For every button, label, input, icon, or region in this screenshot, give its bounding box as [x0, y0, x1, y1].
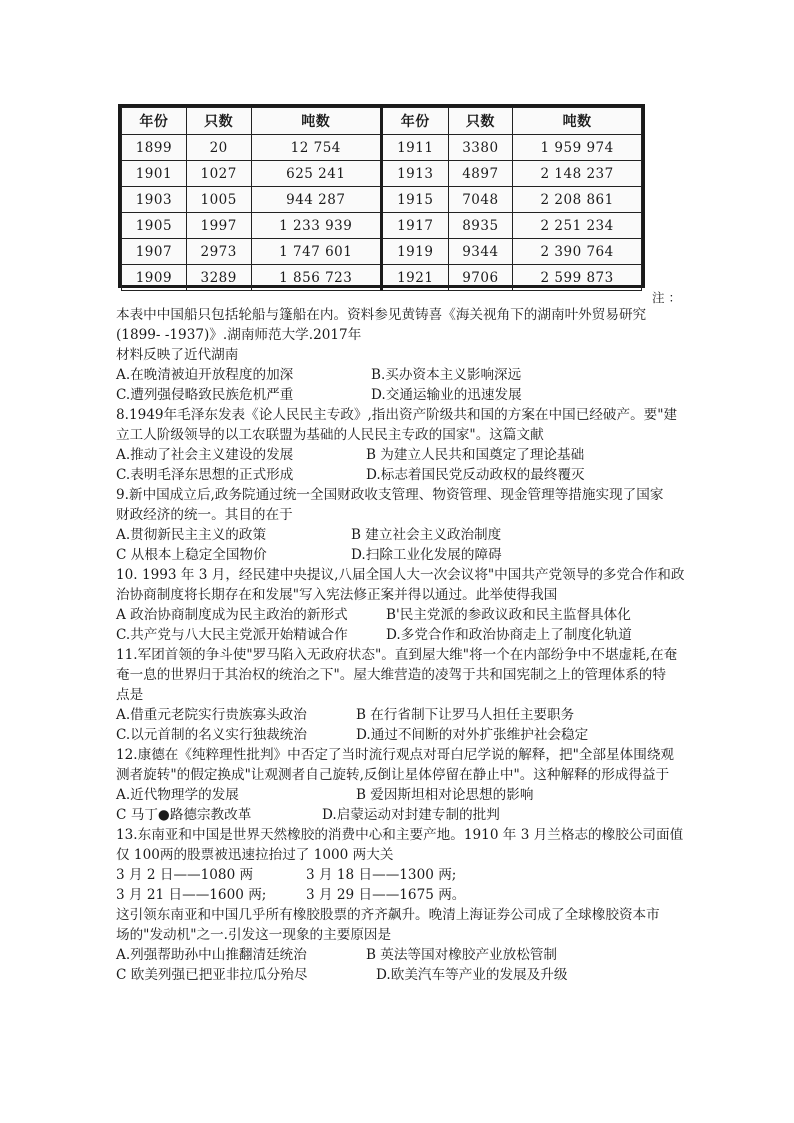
option-a: A.推动了社会主义建设的发展 [116, 447, 294, 463]
question-8-stem: 8.1949年毛泽东发表《论人民民主专政》,指出资产阶级共和国的方案在中国已经破产。要"建 [116, 407, 678, 423]
question-12-options-row [116, 805, 686, 825]
question-10-stem: 治协商制度将长期存在和发展"写入宪法修正案并得以通过。此举使得我国 [116, 587, 558, 603]
question-9-stem: 财政经济的统一。其目的在于 [116, 507, 293, 523]
question-7-options-row [116, 365, 686, 385]
option-d: D.多党合作和政治协商走上了制度化轨道 [386, 627, 632, 643]
question-text-block [116, 305, 686, 985]
option-d: D.交通运输业的迅速发展 [371, 387, 522, 403]
question-13-options-row [116, 965, 686, 985]
question-11-stem: 奄一息的世界归于其治权的统治之下"。屋大维营造的凌驾于共和国宪制之上的管理体系的特 [116, 667, 666, 683]
note-label: 注 ： [652, 290, 681, 305]
question-11-stem: 点是 [116, 687, 144, 703]
table-cell: 1 856 723 [251, 265, 381, 291]
header-tonnage: 吨数 [251, 108, 381, 135]
option-b: B 建立社会主义政治制度 [351, 527, 502, 543]
option-c: C 欧美列强已把亚非拉瓜分殆尽 [116, 967, 308, 983]
option-c: C 马丁●路德宗教改革 [116, 807, 252, 823]
question-13-stem: 仅 100两的股票被迅速拉抬过了 1000 两大关 [116, 847, 394, 863]
question-13-stem: 场的"发动机"之一.引发这一现象的主要原因是 [116, 927, 392, 943]
question-10-options-row [116, 625, 686, 645]
table-cell: 9344 [448, 239, 513, 265]
question-9-options-row [116, 525, 686, 545]
question-11-options-row [116, 725, 686, 745]
table-cell: 2 148 237 [513, 161, 642, 187]
question-13-stem: 13.东南亚和中国是世界天然橡胶的消费中心和主要产地。1910 年 3 月兰格志的橡胶公司面值 [116, 827, 684, 843]
table-row [122, 265, 642, 291]
table-cell: 944 287 [251, 187, 381, 213]
option-a: A.近代物理学的发展 [116, 787, 239, 803]
price-entry: 3 月 2 日——1080 两 [116, 867, 254, 883]
table-cell: 1921 [381, 265, 448, 291]
table-cell: 20 [186, 135, 251, 161]
option-c: C 从根本上稳定全国物价 [116, 547, 267, 563]
table-cell: 8935 [448, 213, 513, 239]
header-count: 只数 [448, 108, 513, 135]
table-cell: 1909 [122, 265, 187, 291]
ship-statistics-table [118, 104, 645, 288]
table-row [122, 213, 642, 239]
table-cell: 1005 [186, 187, 251, 213]
table-cell: 12 754 [251, 135, 381, 161]
question-7-stem: 材料反映了近代湖南 [116, 347, 239, 363]
table-cell: 1997 [186, 213, 251, 239]
option-d: D.欧美汽车等产业的发展及升级 [376, 967, 568, 983]
option-c: C.表明毛泽东思想的正式形成 [116, 467, 294, 483]
table-cell: 1901 [122, 161, 187, 187]
table-cell: 625 241 [251, 161, 381, 187]
question-8-stem: 立工人阶级领导的以工农联盟为基础的人民民主专政的国家"。这篇文献 [116, 427, 544, 443]
question-10-options-row [116, 605, 686, 625]
question-9-stem: 9.新中国成立后,政务院通过统一全国财政收支管理、物资管理、现金管理等措施实现了国家 [116, 487, 664, 503]
option-c: C.共产党与八大民主党派开始精诚合作 [116, 627, 348, 643]
option-d: D.启蒙运动对封建专制的批判 [322, 807, 500, 823]
table-header-row [122, 108, 642, 135]
option-b: B 为建立人民共和国奠定了理论基础 [366, 447, 585, 463]
price-entry: 3 月 21 日——1600 两; [116, 887, 267, 903]
table-cell: 1 747 601 [251, 239, 381, 265]
question-8-options-row [116, 465, 686, 485]
table-cell: 1 959 974 [513, 135, 642, 161]
option-a: A.借重元老院实行贵族寡头政治 [116, 707, 307, 723]
header-year: 年份 [122, 108, 187, 135]
table-cell: 1919 [381, 239, 448, 265]
table-cell: 1907 [122, 239, 187, 265]
question-7-options-row [116, 385, 686, 405]
price-entry: 3 月 18 日——1300 两; [306, 867, 457, 883]
table-cell: 1917 [381, 213, 448, 239]
table-note-line: (1899- -1937)》.湖南师范大学.2017年 [116, 327, 362, 343]
table-cell: 1899 [122, 135, 187, 161]
price-entry: 3 月 29 日——1675 两。 [306, 887, 466, 903]
option-b: B 英法等国对橡胶产业放松管制 [366, 947, 558, 963]
table-row [122, 239, 642, 265]
table-note-line: 本表中中国船只包括轮船与篷船在内。资料参见黄铸喜《海关视角下的湖南叶外贸易研究 [116, 307, 647, 323]
table-row [122, 135, 642, 161]
option-b: B.买办资本主义影响深远 [371, 367, 522, 383]
question-12-stem: 测者旋转"的假定换成"让观测者自己旋转,反倒让星体停留在静止中"。这种解释的形成得益于 [116, 767, 670, 783]
table-cell: 2 208 861 [513, 187, 642, 213]
question-13-price-row [116, 885, 686, 905]
ship-table [121, 107, 642, 291]
question-12-options-row [116, 785, 686, 805]
table-cell: 2973 [186, 239, 251, 265]
question-13-price-row [116, 865, 686, 885]
table-cell: 2 390 764 [513, 239, 642, 265]
option-a: A.列强帮助孙中山推翻清廷统治 [116, 947, 307, 963]
table-cell: 1905 [122, 213, 187, 239]
question-11-options-row [116, 705, 686, 725]
option-d: D.扫除工业化发展的障碍 [351, 547, 502, 563]
question-11-stem: 11.军团首领的争斗使"罗马陷入无政府状态"。直到屋大维"将一个在内部纷争中不堪虚耗,在奄 [116, 647, 678, 663]
option-b: B 在行省制下让罗马人担任主要职务 [356, 707, 575, 723]
option-b: B'民主党派的参政议政和民主监督具体化 [386, 607, 631, 623]
table-row [122, 187, 642, 213]
header-year: 年份 [381, 108, 448, 135]
header-count: 只数 [186, 108, 251, 135]
table-cell: 1915 [381, 187, 448, 213]
question-8-options-row [116, 445, 686, 465]
table-cell: 1911 [381, 135, 448, 161]
table-cell: 3289 [186, 265, 251, 291]
option-d: D.通过不间断的对外扩张维护社会稳定 [356, 727, 589, 743]
option-a: A 政治协商制度成为民主政治的新形式 [116, 607, 348, 623]
option-d: D.标志着国民党反动政权的最终覆灭 [366, 467, 585, 483]
table-cell: 1913 [381, 161, 448, 187]
option-c: C.以元首制的名义实行独裁统治 [116, 727, 307, 743]
question-10-stem: 10. 1993 年 3 月，经民建中央提议,八届全国人大一次会议将"中国共产党领导的多党合作和政 [116, 567, 685, 583]
table-cell: 2 251 234 [513, 213, 642, 239]
table-cell: 7048 [448, 187, 513, 213]
question-13-options-row [116, 945, 686, 965]
table-cell: 3380 [448, 135, 513, 161]
option-b: B 爱因斯坦相对论思想的影响 [356, 787, 534, 803]
table-cell: 1903 [122, 187, 187, 213]
option-a: A.贯彻新民主主义的政策 [116, 527, 267, 543]
option-c: C.遭列强侵略致民族危机严重 [116, 387, 294, 403]
question-12-stem: 12.康德在《纯粹理性批判》中否定了当时流行观点对哥白尼学说的解释，把"全部星体围绕观 [116, 747, 675, 763]
table-cell: 1027 [186, 161, 251, 187]
table-cell: 4897 [448, 161, 513, 187]
header-tonnage: 吨数 [513, 108, 642, 135]
table-cell: 2 599 873 [513, 265, 642, 291]
question-13-stem: 这引领东南亚和中国几乎所有橡胶股票的齐齐飙升。晚清上海证券公司成了全球橡胶资本市 [116, 907, 660, 923]
table-cell: 9706 [448, 265, 513, 291]
table-cell: 1 233 939 [251, 213, 381, 239]
table-row [122, 161, 642, 187]
option-a: A.在晚清被迫开放程度的加深 [116, 367, 294, 383]
question-9-options-row [116, 545, 686, 565]
